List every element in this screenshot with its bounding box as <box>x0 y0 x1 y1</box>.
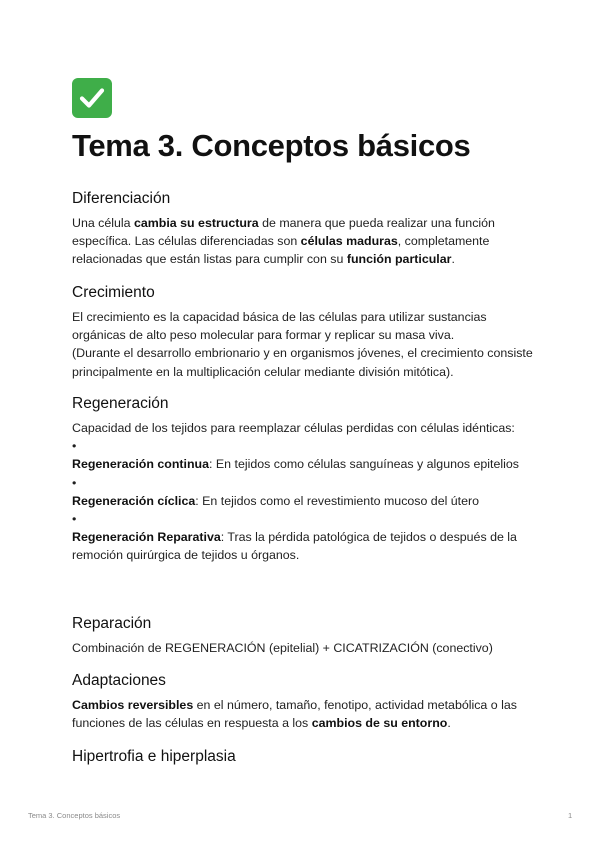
section-paragraph: Combinación de REGENERACIÓN (epitelial) + CICATRIZACIÓN (conectivo) <box>72 641 493 655</box>
section-paragraph: Cambios reversibles en el número, tamaño, fenotipo, actividad metabólica o las funciones de las células en respuesta a los cambios de su entorno. <box>72 698 517 731</box>
section-paragraph: Una célula cambia su estructura de manera que pueda realizar una función específica. Las células diferenciadas son células maduras, completamente relacionadas que están listas para cumplir con su función particular. <box>72 216 495 267</box>
section-paragraph: El crecimiento es la capacidad básica de las células para utilizar sustancias orgánicas de alto peso molecular para formar y replicar su masa viva. <box>72 310 487 343</box>
section-paragraph: (Durante el desarrollo embrionario y en organismos jóvenes, el crecimiento consiste principalmente en la multiplicación celular mediante división mitótica). <box>72 346 533 379</box>
section-heading: Adaptaciones <box>72 672 166 689</box>
page-title: Tema 3. Conceptos básicos <box>72 128 471 163</box>
section-adaptaciones <box>72 671 540 732</box>
list-item: Regeneración Reparativa: Tras la pérdida patológica de tejidos o después de la remoción quirúrgica de tejidos u órganos. <box>72 530 517 563</box>
section-paragraph: Capacidad de los tejidos para reemplazar células perdidas con células idénticas: <box>72 421 515 435</box>
footer-page-number: 1 <box>568 811 573 820</box>
section-heading: Hipertrofia e hiperplasia <box>72 748 236 765</box>
section-diferenciacion <box>72 189 540 269</box>
list-bullet: • <box>72 511 77 526</box>
section-reparacion <box>72 614 540 657</box>
section-regeneracion <box>72 394 540 565</box>
list-bullet: • <box>72 475 77 490</box>
section-heading: Regeneración <box>72 395 169 412</box>
section-heading: Diferenciación <box>72 190 171 207</box>
check-mark-button-icon <box>72 78 112 118</box>
section-heading: Crecimiento <box>72 284 155 301</box>
list-bullet: • <box>72 439 77 454</box>
document-header <box>72 78 532 164</box>
section-crecimiento <box>72 283 540 381</box>
footer-title: Tema 3. Conceptos básicos <box>28 811 121 820</box>
list-item: Regeneración cíclica: En tejidos como el revestimiento mucoso del útero <box>72 493 480 508</box>
list-item: Regeneración continua: En tejidos como células sanguíneas y algunos epitelios <box>72 457 519 472</box>
section-hipertrofia <box>72 747 540 767</box>
section-heading: Reparación <box>72 615 152 632</box>
